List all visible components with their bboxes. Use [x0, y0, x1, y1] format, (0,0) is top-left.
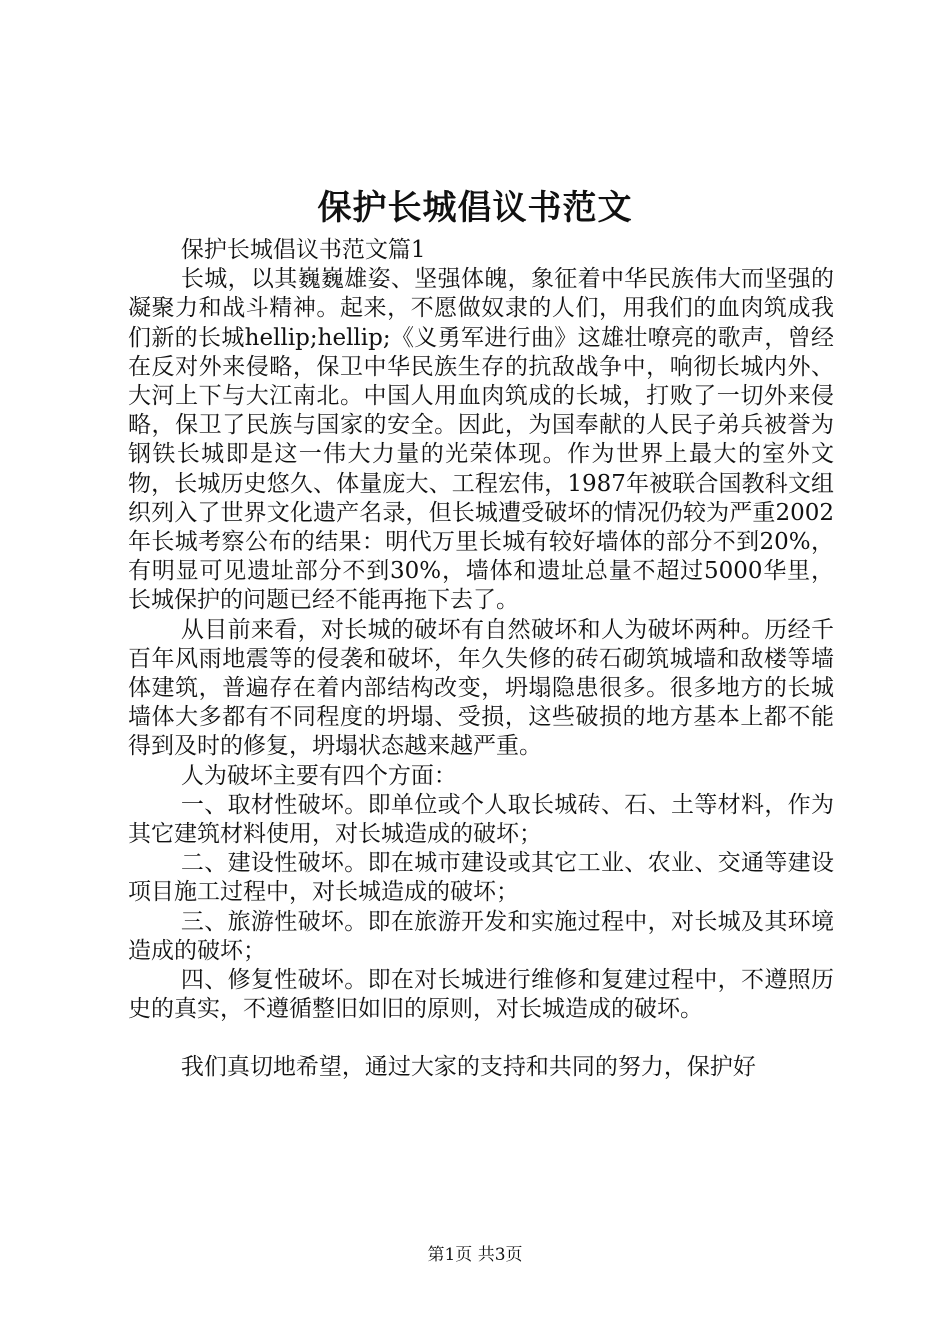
section-heading: 保护长城倡议书范文篇1: [180, 237, 426, 263]
list-item-restoration-damage: 四、修复性破坏。即在对长城进行维修和复建过程中，不遵照历史的真实，不遵循整旧如旧的原则，对长城造成的破坏。: [128, 967, 834, 1023]
list-item-material-damage: 一、取材性破坏。即单位或个人取长城砖、石、土等材料，作为其它建筑材料使用，对长城造成的破坏；: [128, 791, 834, 848]
paragraph-damage-types: 从目前来看，对长城的破坏有自然破坏和人为破坏两种。历经千百年风雨地震等的侵袭和破坏，年久失修的砖石砌筑城墙和敌楼等墙体建筑，普遍存在着内部结构改变，坍塌隐患很多。很多地方的长城墙体大多都有不同程度的坍塌、受损，这些破损的地方基本上都不能得到及时的修复，坍塌状态越来越严重。: [128, 616, 834, 760]
page-number: 第1页 共3页: [427, 1245, 523, 1265]
paragraph-intro: 长城，以其巍巍雄姿、坚强体魄，象征着中华民族伟大而坚强的凝聚力和战斗精神。起来，不愿做奴隶的人们，用我们的血肉筑成我们新的长城hellip;hellip;《义勇军进行曲》这雄壮嘹亮的歌声，曾经在反对外来侵略，保卫中华民族生存的抗敌战争中，响彻长城内外、大河上下与大江南北。中国人用血肉筑成的长城，打败了一切外来侵略，保卫了民族与国家的安全。因此，为国奉献的人民子弟兵被誉为钢铁长城即是这一伟大力量的光荣体现。作为世界上最大的室外文物，长城历史悠久、体量庞大、工程宏伟，1987年被联合国教科文组织列入了世界文化遗产名录，但长城遭受破坏的情况仍较为严重2002年长城考察公布的结果：明代万里长城有较好墙体的部分不到20%，有明显可见遗址部分不到30%，墙体和遗址总量不超过5000华里，长城保护的问题已经不能再拖下去了。: [128, 266, 834, 614]
paragraph-closing: 我们真切地希望，通过大家的支持和共同的努力，保护好: [180, 1054, 756, 1081]
document-title: 保护长城倡议书范文: [317, 188, 633, 228]
list-item-construction-damage: 二、建设性破坏。即在城市建设或其它工业、农业、交通等建设项目施工过程中，对长城造成的破坏；: [128, 850, 834, 906]
paragraph-human-damage-heading: 人为破坏主要有四个方面：: [180, 762, 457, 789]
list-item-tourism-damage: 三、旅游性破坏。即在旅游开发和实施过程中，对长城及其环境造成的破坏；: [128, 908, 834, 964]
document-body: [128, 236, 834, 1083]
